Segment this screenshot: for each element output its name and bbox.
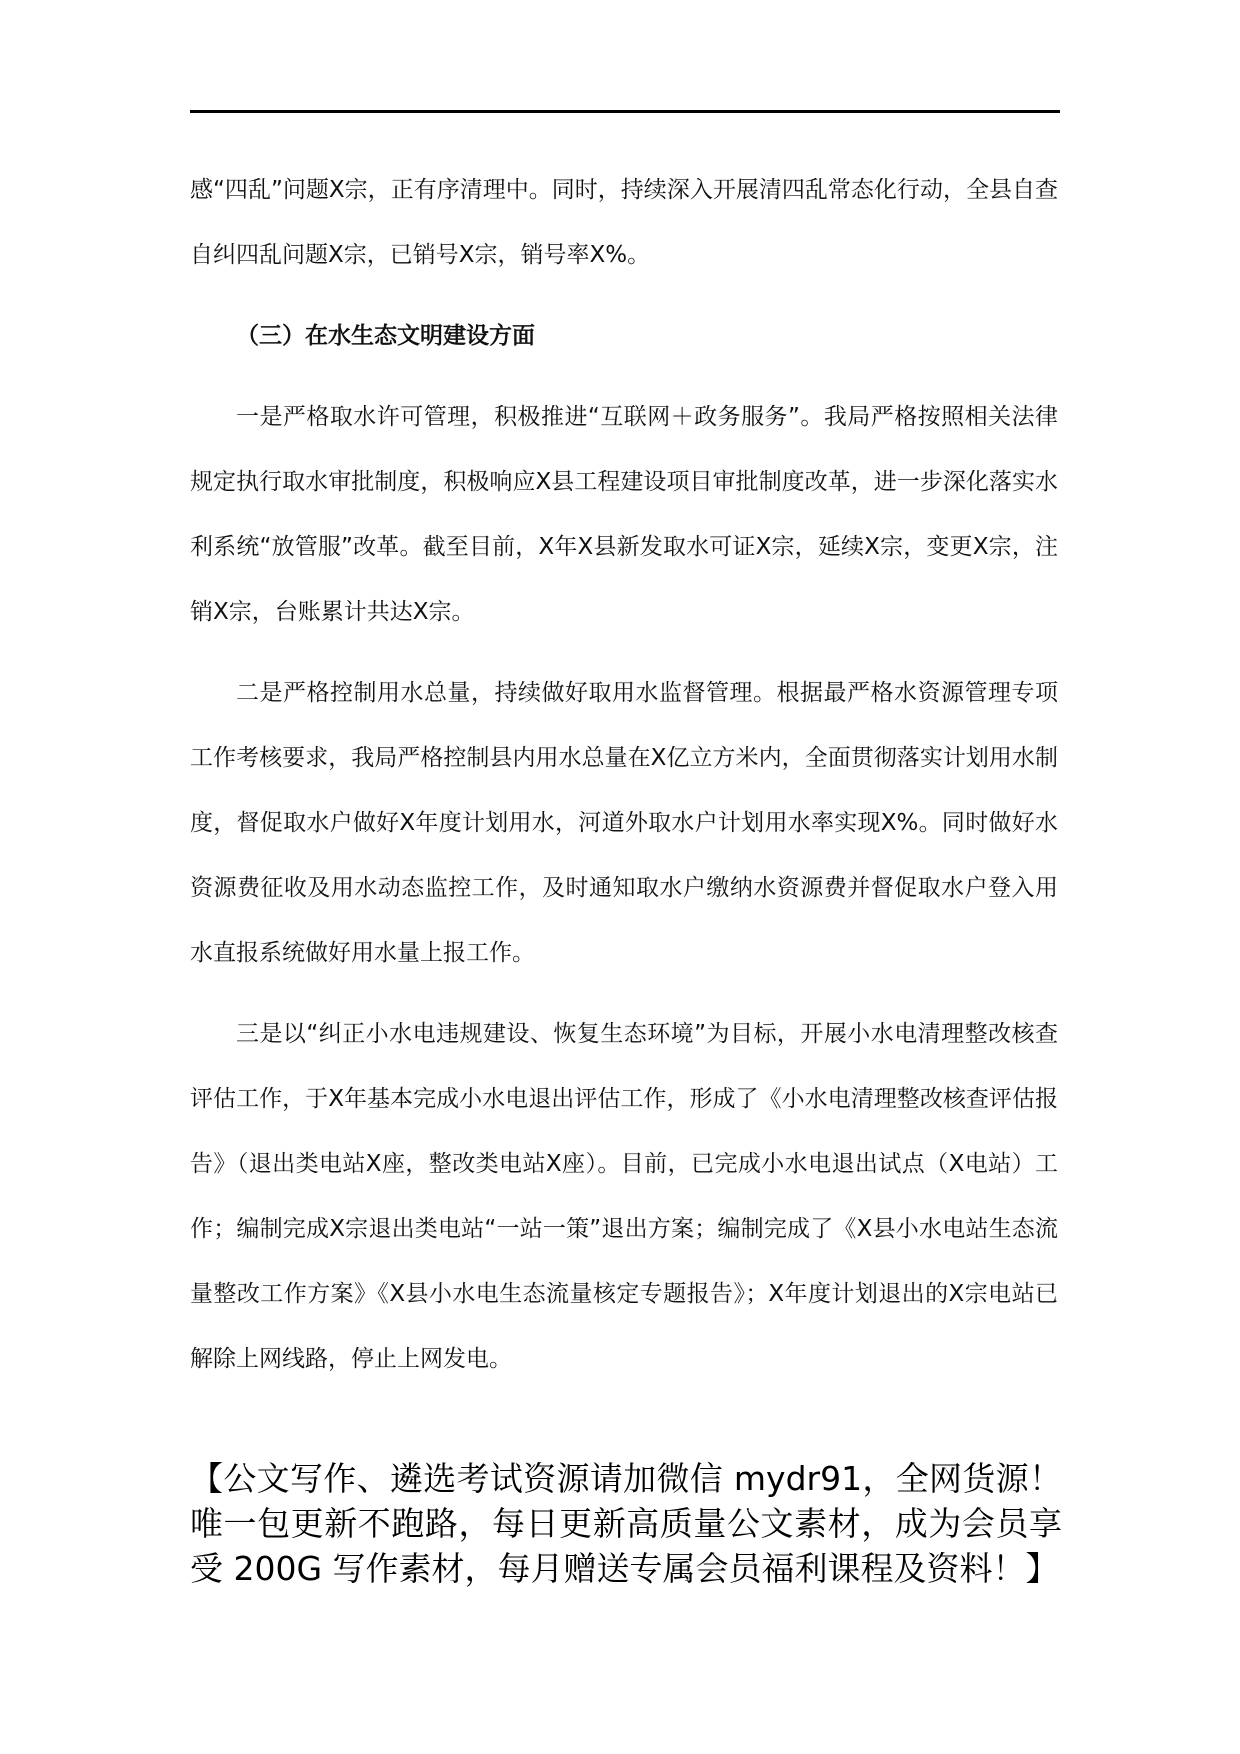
paragraph-continuation: 感“四乱”问题X宗，正有序清理中。同时，持续深入开展清四乱常态化行动，全县自查自纠四乱问题X宗，已销号X宗，销号率X%。 [190,177,1058,268]
section-heading: （三）在水生态文明建设方面 [236,323,535,349]
paragraph-water-total: 二是严格控制用水总量，持续做好取用水监督管理。根据最严格水资源管理专项工作考核要求，我局严格控制县内用水总量在X亿立方米内，全面贯彻落实计划用水制度，督促取水户做好X年度计划用水，河道外取水户计划用水率实现X%。同时做好水资源费征收及用水动态监控工作，及时通知取水户缴纳水资源费并督促取水户登入用水直报系统做好用水量上报工作。 [190,680,1058,966]
document-body [190,158,1058,1392]
header-rule [190,110,1060,113]
promo-notice [190,1456,1062,1591]
promo-text: 【公文写作、遴选考试资源请加微信 mydr91，全网货源！唯一包更新不跑路，每日更新高质量公文素材，成为会员享受 200G 写作素材，每月赠送专属会员福利课程及资料！】 [190,1459,1062,1588]
paragraph-small-hydro: 三是以“纠正小水电违规建设、恢复生态环境”为目标，开展小水电清理整改核查评估工作，于X年基本完成小水电退出评估工作，形成了《小水电清理整改核查评估报告》（退出类电站X座，整改类电站X座）。目前，已完成小水电退出试点（X电站）工作；编制完成X宗退出类电站“一站一策”退出方案；编制完成了《X县小水电站生态流量整改工作方案》《X县小水电生态流量核定专题报告》；X年度计划退出的X宗电站已解除上网线路，停止上网发电。 [190,1021,1058,1372]
paragraph-water-permit: 一是严格取水许可管理，积极推进“互联网＋政务服务”。我局严格按照相关法律规定执行取水审批制度，积极响应X县工程建设项目审批制度改革，进一步深化落实水利系统“放管服”改革。截至目前，X年X县新发取水可证X宗，延续X宗，变更X宗，注销X宗，台账累计共达X宗。 [190,404,1058,625]
